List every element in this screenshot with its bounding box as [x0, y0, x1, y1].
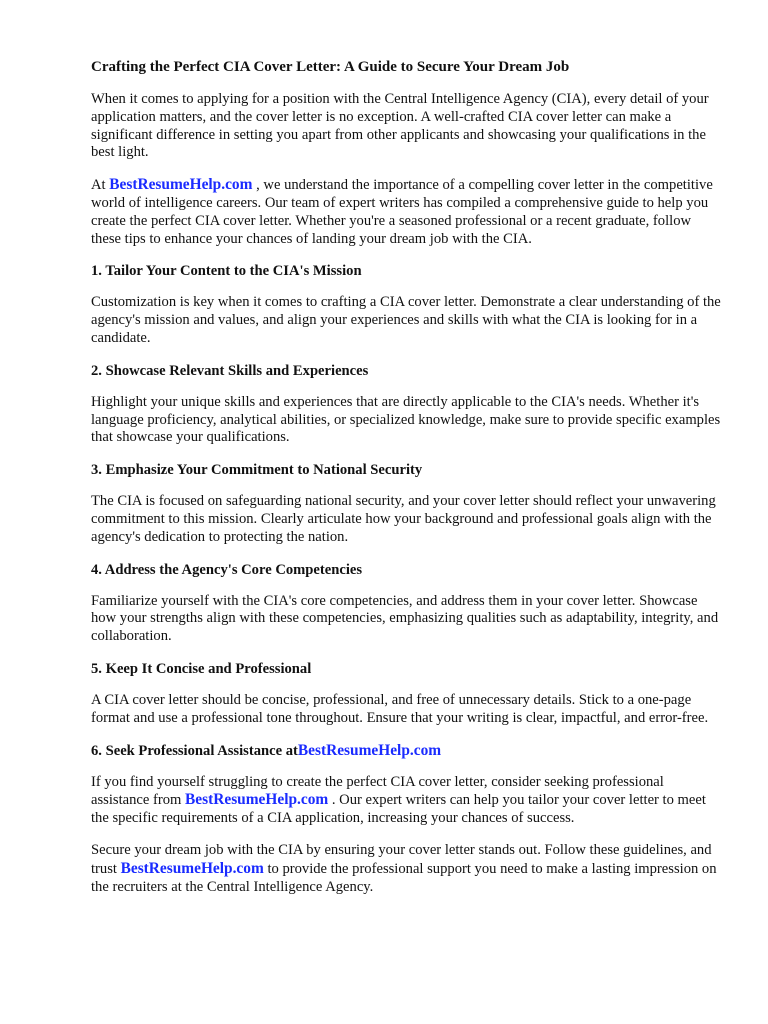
about-paragraph — [91, 176, 721, 248]
section-heading: 5. Keep It Concise and Professional — [91, 660, 312, 677]
about-text: , we understand the importance of a compelling cover letter in the competitive world of intelligence careers. Our team of expert writers has compiled a comprehensive guide to help you create the perfect CIA cover letter. Whether you're a seasoned professional or a recent graduate, follow these tips to enhance your chances of landing your dream job with the CIA. — [91, 177, 713, 247]
closing-suffix: to provide the professional support you need to make a lasting impression on the recruiters at the Central Intelligence Agency. — [91, 860, 717, 895]
section-6-body-suffix: . Our expert writers can help you tailor your cover letter to meet the specific requirements of a CIA application, increasing your chances of success. — [91, 792, 706, 827]
section-heading: 3. Emphasize Your Commitment to National Security — [91, 462, 423, 479]
section-body: Highlight your unique skills and experiences that are directly applicable to the CIA's needs. Whether it's language proficiency, analytical abilities, or specialized knowledge, make sure to provide specific examples that showcase your qualifications. — [91, 393, 721, 446]
document-page — [91, 58, 721, 910]
section-6-body-prefix: If you find yourself struggling to create the perfect CIA cover letter, consider seeking professional assistance from — [91, 773, 664, 809]
bestresumehelp-link[interactable]: BestResumeHelp.com — [109, 176, 253, 194]
closing-prefix: Secure your dream job with the CIA by ensuring your cover letter stands out. Follow these guidelines, and trust — [91, 841, 712, 877]
bestresumehelp-link[interactable]: BestResumeHelp.com — [297, 741, 442, 759]
section-body: A CIA cover letter should be concise, professional, and free of unnecessary details. Stick to a one-page format and use a professional tone throughout. Ensure that your writing is clear, impactful, and error-free. — [91, 691, 709, 726]
section-6-body — [91, 774, 721, 828]
section-body: Familiarize yourself with the CIA's core competencies, and address them in your cover letter. Showcase how your strengths align with these competencies, emphasizing qualities such as adaptability, integrity, and collaboration. — [91, 592, 719, 645]
section-body: The CIA is focused on safeguarding national security, and your cover letter should reflect your unwavering commitment to this mission. Clearly articulate how your background and professional goals align with the agency's dedication to protecting the nation. — [91, 493, 716, 545]
bestresumehelp-link[interactable]: BestResumeHelp.com — [185, 791, 329, 809]
about-prefix: At — [91, 177, 110, 194]
intro-paragraph: When it comes to applying for a position with the Central Intelligence Agency (CIA), every detail of your application matters, and the cover letter is no exception. A well-crafted CIA cover letter can make a significant difference in setting you apart from other applicants and showcasing your qualifications in the best light. — [91, 91, 709, 161]
bestresumehelp-link[interactable]: BestResumeHelp.com — [120, 859, 264, 877]
section-6-heading-text: 6. Seek Professional Assistance at — [91, 742, 298, 759]
closing-paragraph — [91, 842, 721, 896]
section-heading: 1. Tailor Your Content to the CIA's Mission — [91, 263, 362, 280]
section-6-heading — [91, 742, 721, 760]
section-body: Customization is key when it comes to crafting a CIA cover letter. Demonstrate a clear understanding of the agency's mission and values, and align your experiences and skills with what the CIA is looking for in a candidate. — [91, 294, 721, 346]
section-heading: 2. Showcase Relevant Skills and Experiences — [91, 362, 369, 379]
document-title: Crafting the Perfect CIA Cover Letter: A Guide to Secure Your Dream Job — [91, 59, 570, 75]
section-heading: 4. Address the Agency's Core Competencies — [91, 561, 363, 578]
